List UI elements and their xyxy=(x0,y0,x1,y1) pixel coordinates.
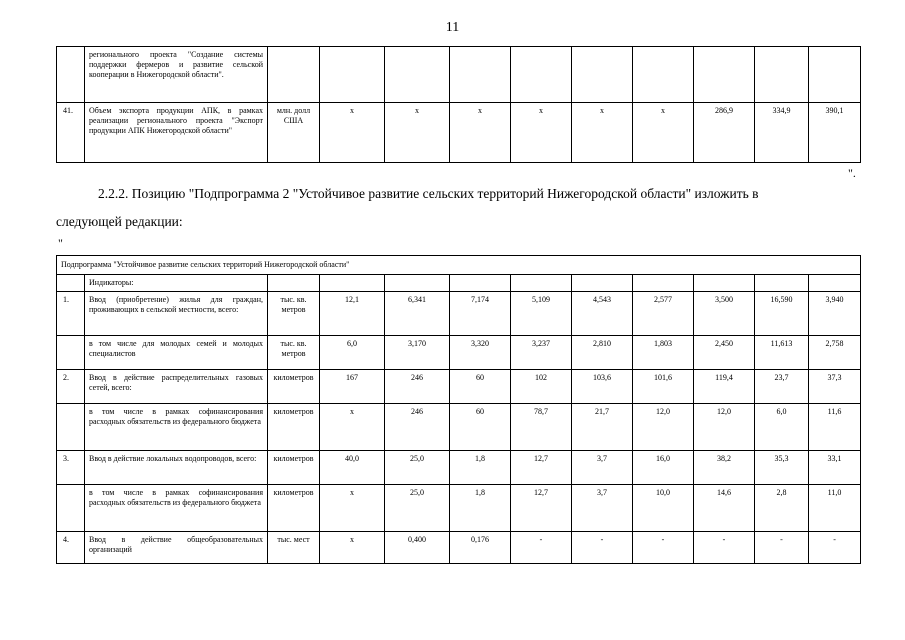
paragraph-line-1: 2.2.2. Позицию "Подпрограмма 2 "Устойчивое развитие сельских территорий Нижегородской области" изложить в xyxy=(98,186,759,201)
value-cell xyxy=(694,47,755,103)
row-number xyxy=(57,336,85,370)
value-cell: 0,400 xyxy=(385,532,450,564)
value-cell: 2,810 xyxy=(572,336,633,370)
value-cell: 5,109 xyxy=(511,292,572,336)
unit-of-measure: километров xyxy=(268,485,320,532)
value-cell: 12,0 xyxy=(633,404,694,451)
value-cell: 25,0 xyxy=(385,451,450,485)
value-cell: x xyxy=(633,103,694,163)
value-cell: 3,940 xyxy=(809,292,861,336)
paragraph-line-2: следующей редакции: xyxy=(56,214,183,229)
value-cell: 2,577 xyxy=(633,292,694,336)
value-cell: 14,6 xyxy=(694,485,755,532)
value-cell: - xyxy=(511,532,572,564)
unit-of-measure: тыс. мест xyxy=(268,532,320,564)
opening-quote: " xyxy=(58,236,63,250)
indicator-name: Ввод в действие распределительных газовых сетей, всего: xyxy=(85,370,268,404)
value-cell: 103,6 xyxy=(572,370,633,404)
table-row xyxy=(57,336,861,370)
indicator-name: Объем экспорта продукции АПК, в рамках реализации регионального проекта "Экспорт продукции АПК Нижегородской области" xyxy=(85,103,268,163)
table-cell xyxy=(694,275,755,292)
unit-of-measure: километров xyxy=(268,370,320,404)
value-cell: 10,0 xyxy=(633,485,694,532)
value-cell xyxy=(633,47,694,103)
table-cell xyxy=(385,275,450,292)
table-cell xyxy=(511,275,572,292)
value-cell: 3,237 xyxy=(511,336,572,370)
value-cell: - xyxy=(572,532,633,564)
value-cell: 6,341 xyxy=(385,292,450,336)
value-cell: 334,9 xyxy=(755,103,809,163)
value-cell: 0,176 xyxy=(450,532,511,564)
value-cell: 12,0 xyxy=(694,404,755,451)
value-cell: 38,2 xyxy=(694,451,755,485)
value-cell: 4,543 xyxy=(572,292,633,336)
value-cell: - xyxy=(809,532,861,564)
table-cell xyxy=(320,275,385,292)
value-cell: 16,0 xyxy=(633,451,694,485)
indicator-name: в том числе для молодых семей и молодых специалистов xyxy=(85,336,268,370)
subprogram-table xyxy=(56,255,861,564)
indicator-name: Ввод в действие общеобразовательных организаций xyxy=(85,532,268,564)
indicator-name: в том числе в рамках софинансирования расходных обязательств из федерального бюджета xyxy=(85,485,268,532)
row-number xyxy=(57,485,85,532)
value-cell: 21,7 xyxy=(572,404,633,451)
value-cell: x xyxy=(385,103,450,163)
value-cell: 37,3 xyxy=(809,370,861,404)
table-cell xyxy=(809,275,861,292)
value-cell: 60 xyxy=(450,370,511,404)
value-cell: 1,803 xyxy=(633,336,694,370)
value-cell: x xyxy=(450,103,511,163)
table-cell xyxy=(268,275,320,292)
table-row xyxy=(57,370,861,404)
unit-of-measure: километров xyxy=(268,404,320,451)
value-cell xyxy=(320,47,385,103)
table-row xyxy=(57,292,861,336)
value-cell: 12,7 xyxy=(511,451,572,485)
value-cell: 390,1 xyxy=(809,103,861,163)
closing-quote: ". xyxy=(848,166,856,180)
value-cell: 60 xyxy=(450,404,511,451)
page-number: 11 xyxy=(445,20,460,35)
value-cell: x xyxy=(572,103,633,163)
value-cell: 23,7 xyxy=(755,370,809,404)
table-row xyxy=(57,532,861,564)
indicators-row xyxy=(57,275,861,292)
indicator-name: Ввод (приобретение) жилья для граждан, проживающих в сельской местности, всего: xyxy=(85,292,268,336)
indicator-name: в том числе в рамках софинансирования расходных обязательств из федерального бюджета xyxy=(85,404,268,451)
row-number xyxy=(57,47,85,103)
value-cell xyxy=(511,47,572,103)
value-cell: - xyxy=(633,532,694,564)
value-cell: 35,3 xyxy=(755,451,809,485)
row-number: 2. xyxy=(57,370,85,404)
value-cell: 3,7 xyxy=(572,485,633,532)
value-cell xyxy=(385,47,450,103)
value-cell: 3,170 xyxy=(385,336,450,370)
value-cell: 7,174 xyxy=(450,292,511,336)
value-cell: 16,590 xyxy=(755,292,809,336)
value-cell: 6,0 xyxy=(320,336,385,370)
top-table xyxy=(56,46,861,163)
indicators-label: Индикаторы: xyxy=(85,275,268,292)
value-cell xyxy=(450,47,511,103)
value-cell: 78,7 xyxy=(511,404,572,451)
value-cell: 3,7 xyxy=(572,451,633,485)
table-cell xyxy=(633,275,694,292)
value-cell: 167 xyxy=(320,370,385,404)
value-cell: 1,8 xyxy=(450,451,511,485)
row-number xyxy=(57,404,85,451)
value-cell: 246 xyxy=(385,370,450,404)
value-cell: 3,320 xyxy=(450,336,511,370)
row-number: 41. xyxy=(57,103,85,163)
table-heading-row xyxy=(57,256,861,275)
unit-of-measure: млн. долл США xyxy=(268,103,320,163)
value-cell: x xyxy=(320,532,385,564)
table-cell xyxy=(755,275,809,292)
value-cell: 33,1 xyxy=(809,451,861,485)
table-cell xyxy=(57,275,85,292)
value-cell: 12,1 xyxy=(320,292,385,336)
value-cell: x xyxy=(511,103,572,163)
unit-of-measure: тыс. кв. метров xyxy=(268,336,320,370)
indicator-name: регионального проекта "Создание системы поддержки фермеров и развитие сельской кооперации в Нижегородской области". xyxy=(85,47,268,103)
table-row xyxy=(57,47,861,103)
value-cell: 2,758 xyxy=(809,336,861,370)
value-cell: 286,9 xyxy=(694,103,755,163)
table-row xyxy=(57,404,861,451)
value-cell: x xyxy=(320,485,385,532)
value-cell: 246 xyxy=(385,404,450,451)
table-row xyxy=(57,451,861,485)
value-cell: 12,7 xyxy=(511,485,572,532)
value-cell xyxy=(572,47,633,103)
table-cell xyxy=(572,275,633,292)
value-cell: 6,0 xyxy=(755,404,809,451)
value-cell xyxy=(755,47,809,103)
value-cell: 11,613 xyxy=(755,336,809,370)
unit-of-measure: километров xyxy=(268,451,320,485)
value-cell: 11,6 xyxy=(809,404,861,451)
unit-of-measure xyxy=(268,47,320,103)
row-number: 4. xyxy=(57,532,85,564)
value-cell: 1,8 xyxy=(450,485,511,532)
value-cell: x xyxy=(320,103,385,163)
value-cell: 101,6 xyxy=(633,370,694,404)
value-cell xyxy=(809,47,861,103)
value-cell: 2,450 xyxy=(694,336,755,370)
value-cell: 11,0 xyxy=(809,485,861,532)
value-cell: 2,8 xyxy=(755,485,809,532)
value-cell: 25,0 xyxy=(385,485,450,532)
table-row xyxy=(57,485,861,532)
subprogram-heading: Подпрограмма "Устойчивое развитие сельских территорий Нижегородской области" xyxy=(57,256,861,275)
row-number: 3. xyxy=(57,451,85,485)
value-cell: 3,500 xyxy=(694,292,755,336)
value-cell: - xyxy=(755,532,809,564)
unit-of-measure: тыс. кв. метров xyxy=(268,292,320,336)
indicator-name: Ввод в действие локальных водопроводов, всего: xyxy=(85,451,268,485)
value-cell: x xyxy=(320,404,385,451)
value-cell: 40,0 xyxy=(320,451,385,485)
value-cell: 119,4 xyxy=(694,370,755,404)
value-cell: - xyxy=(694,532,755,564)
table-row xyxy=(57,103,861,163)
table-cell xyxy=(450,275,511,292)
row-number: 1. xyxy=(57,292,85,336)
value-cell: 102 xyxy=(511,370,572,404)
